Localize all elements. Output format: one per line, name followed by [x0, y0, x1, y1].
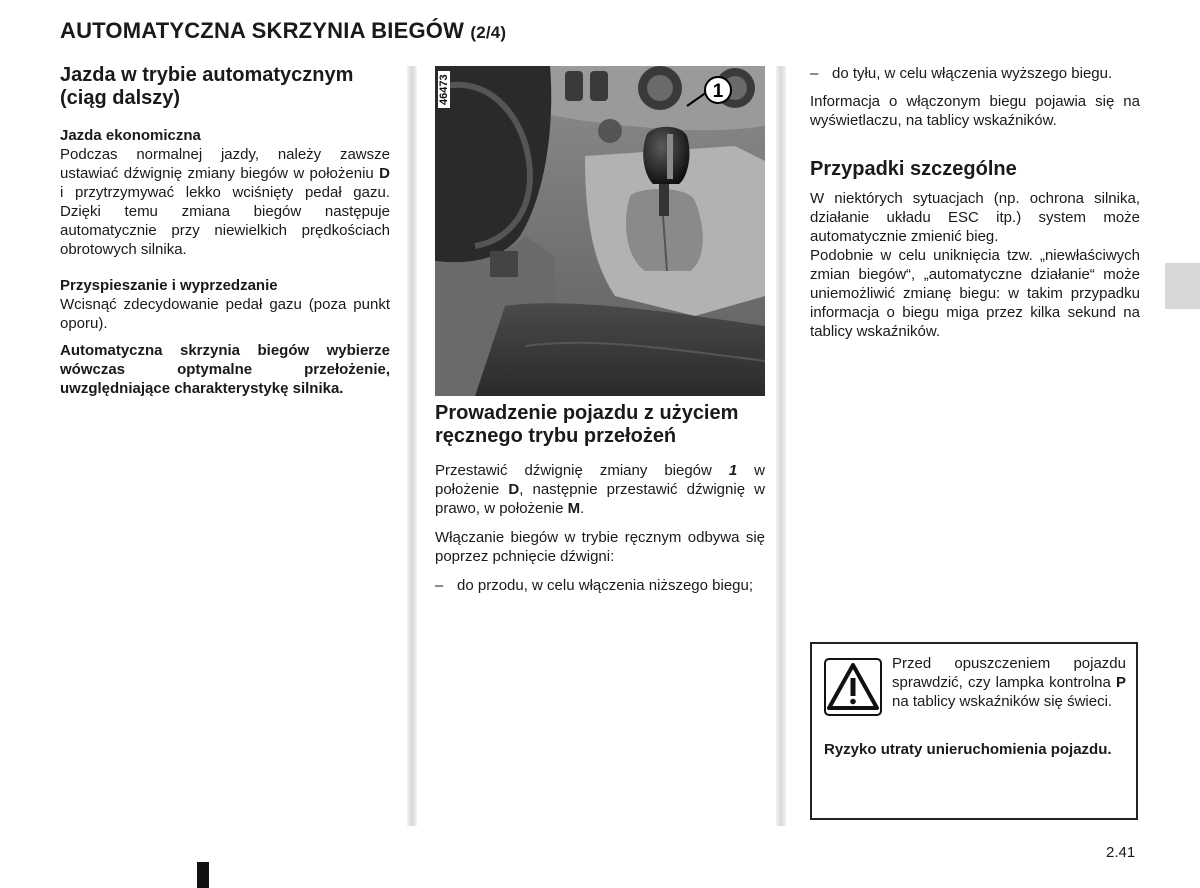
list-item-downshift: – do przodu, w celu włączenia niższego biegu; — [435, 577, 754, 594]
page-part-indicator: (2/4) — [470, 23, 507, 42]
warning-box — [810, 642, 1138, 820]
special-cases-heading: Przypadki szczególne — [810, 158, 1017, 180]
left-section-heading: Jazda w trybie automatycznym (ciąg dalszy) — [60, 64, 354, 109]
acceleration-text: Wcisnąć zdecydowanie pedał gazu (poza punkt oporu). — [60, 296, 390, 332]
warning-text: Przed opuszczeniem pojazdu sprawdzić, czy lampka kontrolna P na tablicy wskaźników się świeci. — [892, 655, 1126, 710]
gear-lever-photo — [435, 66, 765, 396]
figure-code: 46473 — [438, 71, 450, 108]
acceleration-title: Przyspieszanie i wyprzedzanie — [60, 277, 278, 294]
page-number: 2.41 — [1106, 844, 1136, 861]
callout-number: 1 — [712, 81, 724, 102]
warning-triangle-icon — [824, 658, 882, 716]
column-separator-left — [407, 66, 417, 826]
eco-driving-title: Jazda ekonomiczna — [60, 127, 201, 144]
eco-driving-text: Podczas normalnej jazdy, należy zawsze ustawiać dźwignię zmiany biegów w położeniu D i przytrzymywać lekko wciśnięty pedał gazu. Dzięki temu zmiana biegów następuje automatycznie przy niewielkich prędkościach obrotowych silnika. — [60, 146, 390, 258]
section-tab-marker — [1165, 263, 1200, 309]
page-edge-marker — [197, 862, 209, 888]
gearbox-note: Automatyczna skrzynia biegów wybierze wówczas optymalne przełożenie, uwzględniające charakterystykę silnika. — [60, 342, 390, 397]
middle-section-heading: Prowadzenie pojazdu z użyciem ręcznego trybu przełożeń — [435, 402, 739, 447]
page-title-text: AUTOMATYCZNA SKRZYNIA BIEGÓW — [60, 18, 465, 43]
gear-lever-illustration — [435, 66, 765, 396]
page-title — [60, 18, 506, 44]
manual-mode-description: Włączanie biegów w trybie ręcznym odbywa się poprzez pchnięcie dźwigni: — [435, 529, 765, 565]
manual-mode-instruction: Przestawić dźwignię zmiany biegów 1 w położenie D, następnie przestawić dźwignię w prawo, w położenie M. — [435, 462, 765, 517]
special-cases-text-1: W niektórych sytuacjach (np. ochrona silnika, działanie układu ESC itp.) system może automatycznie zmienić bieg. — [810, 190, 1140, 245]
special-cases-text-2: Podobnie w celu uniknięcia tzw. „niewłaściwych zmian biegów“, „automatyczne działanie“ może uniemożliwić zmianę biegu: w takim przypadku informacja o biegu miga przez kilka sekund na tablicy wskaźników. — [810, 247, 1140, 340]
warning-risk-text: Ryzyko utraty unieruchomienia pojazdu. — [824, 741, 1112, 758]
middle-column — [435, 402, 765, 595]
list-item-upshift: – do tyłu, w celu włączenia wyższego biegu. — [810, 65, 1113, 82]
left-column — [60, 64, 390, 398]
right-column — [810, 64, 1140, 341]
column-separator-right — [776, 66, 786, 826]
gear-info-text: Informacja o włączonym biegu pojawia się na wyświetlaczu, na tablicy wskaźników. — [810, 93, 1140, 129]
